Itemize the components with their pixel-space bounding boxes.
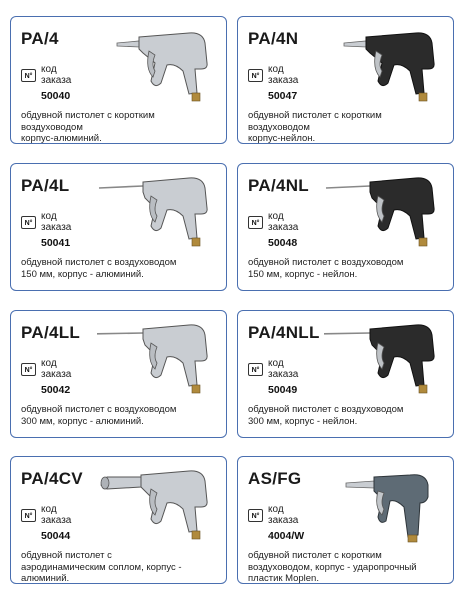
product-card-pa4l: [10, 163, 227, 291]
order-code-label: код заказа: [268, 211, 299, 233]
gun-inlet: [192, 93, 200, 101]
product-description: обдувной пистолет с воздуховодом 150 мм, корпус - нейлон.: [248, 257, 404, 280]
gun-inlet: [419, 238, 427, 246]
product-card-pa4n: [237, 16, 454, 144]
order-code-label: код заказа: [41, 211, 72, 233]
gun-nozzle: [344, 41, 366, 47]
order-number-badge: N°: [21, 69, 36, 82]
order-number-badge: N°: [248, 363, 263, 376]
order-code-label: код заказа: [268, 504, 299, 526]
product-card-pa4ll: [10, 310, 227, 438]
gun-nozzle: [97, 333, 143, 335]
product-description: обдувной пистолет с воздуховодом 300 мм, корпус - алюминий.: [21, 404, 177, 427]
order-number-badge: N°: [248, 216, 263, 229]
model-name: PA/4L: [21, 176, 70, 195]
gun-inlet: [419, 385, 427, 393]
order-code: 50047: [268, 90, 298, 102]
gun-nozzle: [326, 186, 370, 188]
product-description: обдувной пистолет с воздуховодом 300 мм, корпус - нейлон.: [248, 404, 404, 427]
gun-inlet: [192, 385, 200, 393]
gun-trigger: [375, 51, 382, 77]
aluminium-blow-gun-150-icon: [97, 170, 222, 252]
order-code: 4004/W: [268, 530, 305, 542]
gun-inlet: [192, 238, 200, 246]
model-name: PA/4CV: [21, 469, 83, 488]
product-description: обдувной пистолет с воздуховодом 150 мм, корпус - алюминий.: [21, 257, 177, 280]
order-code: 50041: [41, 237, 71, 249]
product-card-pa4nl: [237, 163, 454, 291]
order-code-label: код заказа: [268, 64, 299, 86]
model-name: PA/4: [21, 29, 59, 48]
model-name: AS/FG: [248, 469, 302, 488]
nylon-blow-gun-short-icon: [324, 23, 449, 105]
order-number-badge: N°: [21, 363, 36, 376]
plastic-blow-gun-icon: [324, 463, 449, 545]
order-code-label: код заказа: [41, 504, 72, 526]
gun-inlet: [192, 531, 200, 539]
order-code-label: код заказа: [41, 64, 72, 86]
model-name: PA/4LL: [21, 323, 81, 342]
gun-nozzle: [117, 41, 139, 47]
order-code-label: код заказа: [268, 358, 299, 380]
product-card-asfg: [237, 456, 454, 584]
nozzle-tip: [101, 477, 109, 489]
order-code-label: код заказа: [41, 358, 72, 380]
gun-inlet: [408, 535, 417, 542]
aluminium-blow-gun-300-icon: [97, 317, 222, 399]
product-description: обдувной пистолет с коротким воздуховодом корпус-алюминий.: [21, 110, 155, 144]
order-code: 50040: [41, 90, 71, 102]
order-code: 50042: [41, 384, 71, 396]
product-description: обдувной пистолет с коротким воздуховодом, корпус - ударопрочный пластик Moplen.: [248, 550, 417, 584]
order-number-badge: N°: [248, 509, 263, 522]
order-code: 50049: [268, 384, 298, 396]
aluminium-blow-gun-venturi-icon: [97, 463, 222, 545]
order-number-badge: N°: [248, 69, 263, 82]
product-card-pa4: [10, 16, 227, 144]
product-description: обдувной пистолет с аэродинамическим соплом, корпус - алюминий.: [21, 550, 182, 584]
gun-inlet: [419, 93, 427, 101]
gun-nozzle: [99, 186, 143, 188]
model-name: PA/4NL: [248, 176, 309, 195]
nylon-blow-gun-300-icon: [324, 317, 449, 399]
order-code: 50048: [268, 237, 298, 249]
product-description: обдувной пистолет с коротким воздуховодом корпус-нейлон.: [248, 110, 382, 144]
product-card-pa4cv: [10, 456, 227, 584]
model-name: PA/4NLL: [248, 323, 320, 342]
model-name: PA/4N: [248, 29, 299, 48]
aluminium-blow-gun-short-icon: [97, 23, 222, 105]
order-number-badge: N°: [21, 509, 36, 522]
order-number-badge: N°: [21, 216, 36, 229]
nylon-blow-gun-150-icon: [324, 170, 449, 252]
gun-nozzle: [324, 333, 370, 335]
order-code: 50044: [41, 530, 71, 542]
gun-nozzle: [346, 481, 374, 488]
gun-trigger: [148, 51, 155, 77]
product-card-pa4nll: [237, 310, 454, 438]
